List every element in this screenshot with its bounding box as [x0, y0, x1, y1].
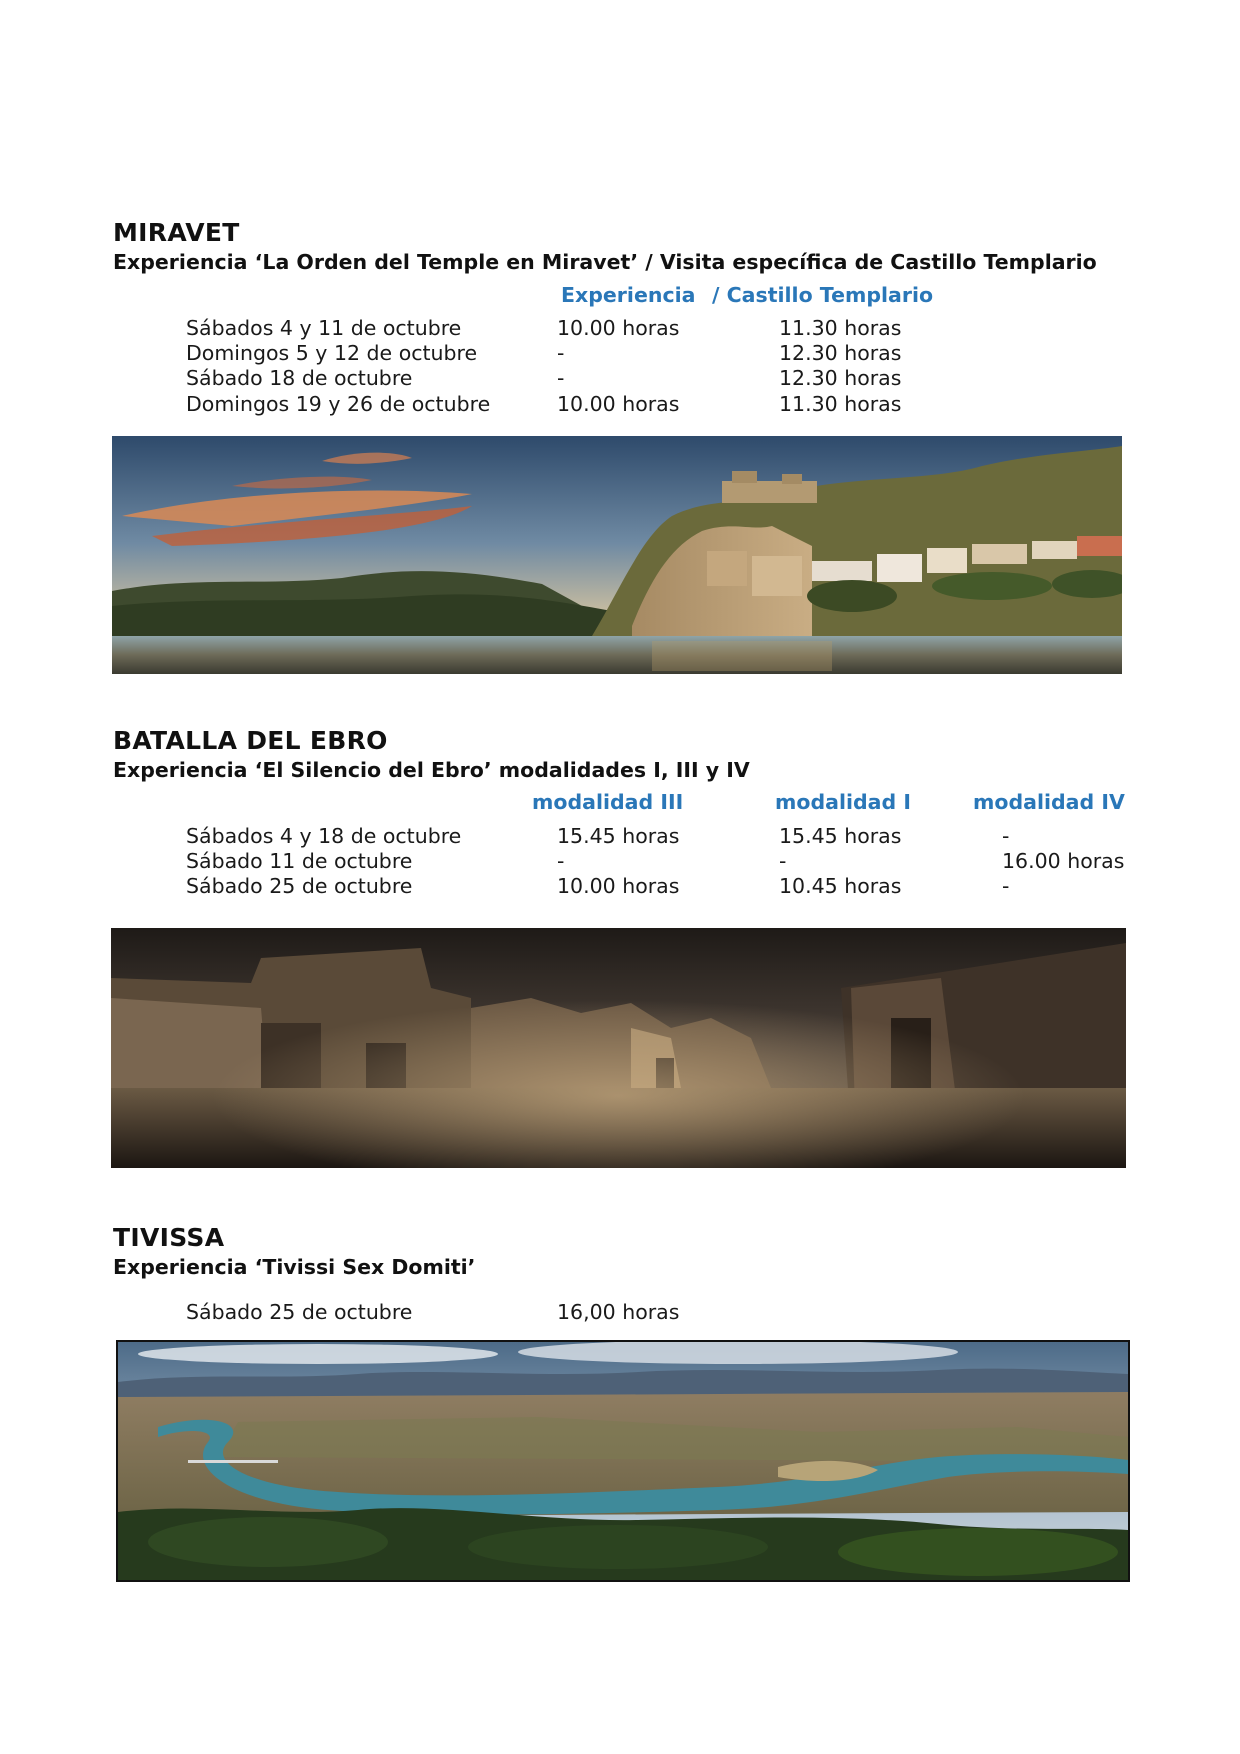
tivissa-subtitle: Experiencia ‘Tivissi Sex Domiti’ [113, 1255, 476, 1279]
ebro-row-i: 15.45 horas [779, 824, 902, 848]
tivissa-title: TIVISSA [113, 1223, 225, 1252]
miravet-col-castillo: / Castillo Templario [712, 283, 934, 307]
ebro-row-i: - [779, 849, 787, 873]
miravet-title: MIRAVET [113, 218, 240, 247]
miravet-row-exp: 10.00 horas [557, 392, 680, 416]
miravet-row-date: Domingos 19 y 26 de octubre [186, 392, 491, 416]
miravet-subtitle: Experiencia ‘La Orden del Temple en Miravet’ / Visita específica de Castillo Templario [113, 250, 1097, 274]
tivissa-river-photo [116, 1340, 1130, 1582]
ebro-row-date: Sábado 25 de octubre [186, 874, 413, 898]
ebro-col-modalidad-iii: modalidad III [532, 790, 684, 814]
ebro-row-date: Sábados 4 y 18 de octubre [186, 824, 462, 848]
miravet-row-castillo: 12.30 horas [779, 366, 902, 390]
miravet-row-date: Sábados 4 y 11 de octubre [186, 316, 462, 340]
ebro-row-iv: 16.00 horas [1002, 849, 1125, 873]
miravet-castle-photo [112, 436, 1122, 674]
miravet-row-date: Sábado 18 de octubre [186, 366, 413, 390]
ebro-row-iii: 10.00 horas [557, 874, 680, 898]
ebro-row-date: Sábado 11 de octubre [186, 849, 413, 873]
ebro-col-modalidad-iv: modalidad IV [973, 790, 1125, 814]
miravet-row-exp: - [557, 341, 565, 365]
miravet-row-castillo: 11.30 horas [779, 316, 902, 340]
ebro-row-i: 10.45 horas [779, 874, 902, 898]
miravet-row-exp: - [557, 366, 565, 390]
tivissa-row-date: Sábado 25 de octubre [186, 1300, 413, 1324]
miravet-row-castillo: 11.30 horas [779, 392, 902, 416]
ebro-subtitle: Experiencia ‘El Silencio del Ebro’ modalidades I, III y IV [113, 758, 750, 782]
ebro-row-iii: - [557, 849, 565, 873]
miravet-row-date: Domingos 5 y 12 de octubre [186, 341, 478, 365]
ebro-ruins-photo [111, 928, 1126, 1168]
ebro-col-modalidad-i: modalidad I [775, 790, 911, 814]
ebro-title: BATALLA DEL EBRO [113, 726, 388, 755]
miravet-row-exp: 10.00 horas [557, 316, 680, 340]
tivissa-row-time: 16,00 horas [557, 1300, 680, 1324]
miravet-row-castillo: 12.30 horas [779, 341, 902, 365]
ebro-row-iii: 15.45 horas [557, 824, 680, 848]
ebro-row-iv: - [1002, 874, 1010, 898]
ebro-row-iv: - [1002, 824, 1010, 848]
miravet-col-experiencia: Experiencia [561, 283, 696, 307]
